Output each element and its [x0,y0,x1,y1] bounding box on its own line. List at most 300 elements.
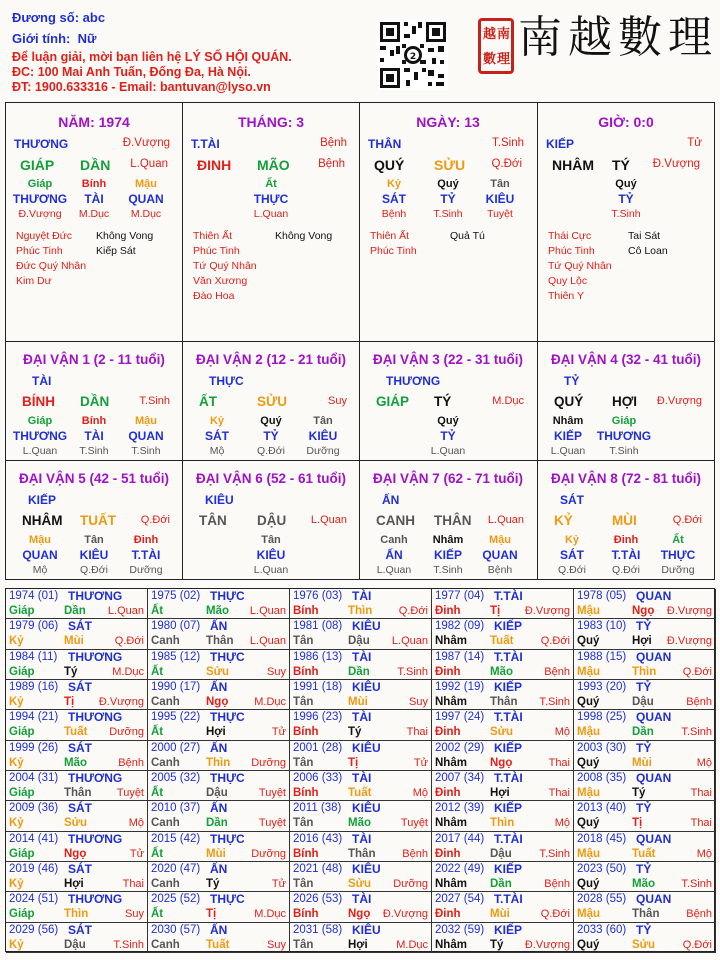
year-chi: Mão [64,756,87,769]
year-chi: Dần [206,817,228,830]
year-cell [290,801,432,831]
dai-van-note: Q.Đới [140,514,170,526]
year-can: Tân [293,696,314,708]
hidden-stage: L.Quan [376,564,412,576]
hidden-can: Quý [437,415,459,427]
year-chi: Thân [64,787,92,799]
hidden-can: Tân [84,534,104,546]
year-stage: Thai [548,787,570,799]
year-god: TỶ [636,740,652,755]
year-stage: L.Quan [249,605,286,617]
year-god: KIẾP [494,619,523,634]
hidden-stage: Q.Đới [80,564,108,576]
hidden-can: Tân [313,415,333,427]
year-can: Giáp [9,726,35,739]
year-cell [574,650,716,680]
year-can: Tân [293,878,314,890]
contact-line-3: ĐT: 1900.633316 - Email: bantuvan@lyso.vn [12,80,271,94]
year-chi: Ngọ [632,605,655,617]
year-god: QUAN [636,710,672,725]
hidden-can: Kỷ [209,415,225,427]
year-chi: Thìn [632,665,657,678]
year-stage: Đ.Vượng [524,938,570,951]
year-stage: Bệnh [544,878,570,890]
year-cell [574,589,716,619]
year-can: Canh [151,817,180,830]
year-label: 2003 (30) [577,741,627,754]
pillar-chi: SỬU [434,157,466,173]
year-can: Nhâm [435,756,467,769]
year-cell [6,862,148,892]
hidden-can: Quý [437,178,459,190]
hidden-god: KIẾP [553,429,583,443]
hidden-god: KIÊU [256,548,286,562]
year-cell [6,741,148,771]
year-chi: Tý [348,726,362,739]
year-god: TÀI [352,771,372,785]
star-right: Quả Tú [450,230,485,242]
year-can: Tân [293,635,314,648]
year-can: Tân [293,938,314,951]
year-label: 2029 (56) [9,923,59,936]
year-can: Ất [151,726,164,739]
year-cell [290,710,432,740]
year-can: Nhâm [435,817,467,830]
year-chi: Thân [348,847,376,860]
year-god: TÀI [352,589,372,603]
year-stage: L.Quan [249,635,286,648]
year-cell [432,741,574,771]
year-label: 1995 (22) [151,711,201,724]
year-stage: Thai [690,787,712,799]
year-chi: Mão [206,605,229,617]
year-cell [432,892,574,922]
hidden-god: THỰC [253,192,289,206]
year-label: 1983 (10) [577,620,627,633]
year-stage: Mộ [554,817,570,830]
year-label: 2000 (27) [151,741,201,754]
star-left: Tứ Quý Nhân [548,260,612,272]
year-cell [6,892,148,922]
star-right: Tai Sát [628,230,661,242]
pillar-chi: DẦN [80,157,111,173]
year-label: 1990 (17) [151,681,201,693]
dai-van-chi: TUẤT [80,513,116,528]
year-chi: Mão [490,665,513,678]
pillar-can: NHÂM [552,157,594,173]
hidden-god: KIÊU [308,429,338,443]
hidden-stage: Dưỡng [306,445,340,457]
year-chi: Dần [490,878,512,890]
year-stage: Đ.Vượng [98,696,144,708]
pillar-god-stage: Bệnh [320,137,347,149]
year-label: 2006 (33) [293,772,343,784]
year-label: 1993 (20) [577,681,627,693]
year-can: Giáp [9,908,35,921]
year-god: QUAN [636,892,672,907]
year-cell [6,619,148,649]
year-god: THỰC [210,710,245,725]
year-can: Quý [577,817,600,830]
year-cell [6,923,148,953]
year-chi: Sửu [64,817,88,830]
year-cell [148,832,290,862]
star-left: Phúc Tinh [548,245,595,257]
year-cell [432,832,574,862]
year-label: 1988 (15) [577,650,627,663]
seal-char: 理 [497,52,511,67]
year-label: 2032 (59) [435,923,485,936]
dai-van-cell [360,342,536,461]
year-god: TÀI [352,649,372,664]
year-god: THỰC [210,831,245,846]
pillar-god: T.TÀI [191,137,220,151]
year-can: Ất [151,847,164,860]
year-stage: Bệnh [402,847,428,860]
year-cell [148,619,290,649]
dai-van-god: ẤN [382,493,400,507]
year-can: Nhâm [435,878,467,890]
year-stage: T.Sinh [681,726,712,739]
year-stage: Thai [406,726,428,739]
year-stage: Tử [129,847,144,860]
year-label: 2022 (49) [435,863,485,875]
year-chi: Thân [632,908,660,921]
year-label: 1992 (19) [435,681,485,693]
year-cell [574,619,716,649]
hidden-god: T.TÀI [131,548,161,562]
hidden-stage: Mộ [32,564,48,576]
header-info [12,10,372,95]
year-god: THỰC [210,649,245,664]
year-can: Canh [151,878,180,890]
year-can: Kỷ [9,696,24,708]
year-stage: Dưỡng [393,878,428,890]
year-can: Nhâm [435,696,467,708]
year-cell [574,680,716,710]
star-right: Không Vong [275,230,333,242]
year-label: 1982 (09) [435,620,485,633]
hidden-god: TỶ [618,192,634,206]
year-label: 2011 (38) [293,802,342,815]
year-label: 1976 (03) [293,590,343,602]
year-label: 1997 (24) [435,711,485,724]
year-stage: T.Sinh [397,665,428,678]
year-chi: Tị [64,696,75,708]
svg-text:2: 2 [409,52,417,62]
year-can: Canh [151,696,180,708]
la-so-grid [5,102,715,580]
dai-van-note: T.Sinh [139,395,170,407]
year-stage: M.Dục [254,908,286,921]
year-cell [148,923,290,953]
hidden-god: THƯƠNG [12,192,68,206]
year-can: Nhâm [435,635,467,648]
year-cell [432,589,574,619]
year-can: Kỷ [9,878,24,890]
year-stage: Mộ [696,756,712,769]
dai-van-cell [360,461,536,580]
hidden-can: Giáp [27,415,53,427]
year-cell [574,923,716,953]
year-god: ẤN [210,740,228,755]
year-god: THƯƠNG [68,589,123,603]
year-can: Đinh [435,726,461,739]
year-can: Đinh [435,665,461,678]
year-can: Mậu [577,605,600,617]
year-cell [574,832,716,862]
year-god: T.TÀI [494,892,523,907]
year-god: KIÊU [352,740,381,755]
hidden-can: Ất [672,534,684,546]
dai-van-god: KIẾP [28,493,57,507]
year-stage: T.Sinh [539,696,570,708]
year-stage: Mộ [128,817,144,830]
hidden-stage: L.Quan [430,445,466,457]
pillar-cell [6,103,182,341]
year-cell [290,923,432,953]
luu-nien-grid [5,588,715,952]
dai-van-cell [183,342,359,461]
dai-van-god: TỶ [564,374,580,388]
pillar-god: KIẾP [546,137,575,151]
year-label: 2005 (32) [151,772,201,784]
hidden-stage: Bệnh [381,208,407,220]
year-god: KIẾP [494,740,523,755]
dai-van-god: THƯƠNG [386,374,441,388]
year-label: 1999 (26) [9,741,59,754]
hidden-stage: Bệnh [487,564,513,576]
year-chi: Sửu [632,938,656,951]
year-chi: Tý [490,938,504,951]
dai-van-can: BÍNH [22,394,55,409]
year-stage: Dưỡng [251,847,286,860]
hidden-stage: Mộ [209,445,225,457]
dai-van-title: ĐẠI VẬN 5 (42 - 51 tuổi) [18,471,170,486]
year-label: 2027 (54) [435,893,485,906]
year-cell [290,771,432,801]
hidden-stage: T.Sinh [433,208,463,220]
year-chi: Sửu [206,665,230,678]
year-label: 2030 (57) [151,923,201,936]
year-god: QUAN [636,771,672,785]
year-god: KIÊU [352,680,381,694]
star-left: Thiên Y [548,290,584,302]
year-label: 2026 (53) [293,893,343,906]
hidden-can: Nhâm [552,415,584,427]
year-label: 2019 (46) [9,863,59,875]
year-chi: Thìn [490,817,515,830]
star-left: Kim Dư [16,275,52,287]
year-label: 1985 (12) [151,650,201,663]
year-chi: Tuất [64,726,88,739]
pillar-can: GIÁP [20,157,55,173]
dai-van-cell [538,342,714,461]
year-stage: Thai [122,878,144,890]
year-cell [148,862,290,892]
hidden-can: Tân [490,178,510,190]
year-stage: Dưỡng [251,756,286,769]
dai-van-god: KIÊU [205,493,234,507]
star-left: Văn Xương [193,275,248,287]
duong-so-line [12,10,372,26]
year-label: 2009 (36) [9,802,59,815]
dai-van-note: L.Quan [487,514,524,526]
hidden-god: KIÊU [485,192,515,206]
year-can: Bính [293,605,319,617]
star-left: Nguyệt Đức [16,230,73,242]
year-cell [290,589,432,619]
year-label: 1989 (16) [9,681,59,693]
year-stage: Đ.Vượng [666,605,712,617]
dai-van-can: GIÁP [376,394,410,409]
year-stage: T.Sinh [681,878,712,890]
year-god: ẤN [210,801,228,816]
year-label: 1994 (21) [9,711,59,724]
year-chi: Tý [632,787,646,799]
year-cell [574,710,716,740]
year-god: TÀI [352,831,372,846]
year-stage: Thai [548,756,570,769]
star-left: Phúc Tinh [193,245,240,257]
dai-van-god: TÀI [32,374,52,388]
dai-van-can: TÂN [199,513,227,528]
hidden-stage: L.Quan [22,445,58,457]
hidden-can: Kỷ [564,534,580,546]
year-can: Quý [577,696,600,708]
hidden-can: Quý [615,178,637,190]
hidden-can: Mậu [135,415,157,427]
contact-line-2: ĐC: 100 Mai Anh Tuấn, Đống Đa, Hà Nội. [12,65,251,79]
year-stage: Q.Đới [114,635,144,648]
year-chi: Dậu [348,635,370,648]
pillar-god-stage: T.Sinh [492,137,524,149]
dai-van-cell [538,461,714,580]
hidden-can: Nhâm [432,534,464,546]
year-label: 2013 (40) [577,802,627,815]
year-can: Ất [151,787,164,799]
hidden-god: SÁT [205,429,229,443]
hidden-can: Đinh [613,534,639,546]
year-label: 2016 (43) [293,832,343,845]
year-label: 2012 (39) [435,802,485,815]
year-stage: Suy [267,665,286,678]
year-can: Đinh [435,908,461,921]
year-label: 2025 (52) [151,893,201,906]
year-cell [432,862,574,892]
year-god: THỰC [210,892,245,907]
year-can: Đinh [435,787,461,799]
year-god: SÁT [68,619,92,634]
hidden-stage: Q.Đới [558,564,586,576]
year-stage: Đ.Vượng [382,908,428,921]
year-cell [290,832,432,862]
year-god: THƯƠNG [68,649,123,664]
year-label: 2028 (55) [577,893,627,906]
year-chi: Dậu [206,787,228,799]
dai-van-title: ĐẠI VẬN 4 (32 - 41 tuổi) [550,352,702,367]
year-stage: Mộ [696,847,712,860]
star-left: Quy Lộc [548,275,588,287]
year-stage: L.Quan [391,635,428,648]
year-chi: Thân [206,635,234,648]
year-chi: Ngọ [348,908,371,921]
year-cell [6,680,148,710]
year-cell [432,619,574,649]
year-stage: Tử [271,726,286,739]
star-left: Thái Cực [548,230,592,242]
year-can: Giáp [9,605,35,617]
year-god: TÀI [352,710,372,725]
year-god: SÁT [68,922,92,937]
year-chi: Sửu [348,878,372,890]
year-chi: Mùi [64,635,84,648]
pillar-cell [183,103,359,341]
hidden-stage: L.Quan [550,445,586,457]
year-god: ẤN [210,922,228,937]
year-god: THỰC [210,771,245,785]
year-can: Kỷ [9,756,24,769]
year-chi: Dậu [632,696,654,708]
year-god: T.TÀI [494,771,523,785]
hidden-stage: M.Dục [78,208,110,220]
year-stage: Đ.Vượng [524,605,570,617]
year-cell [574,801,716,831]
year-god: TỶ [636,862,652,876]
dai-van-note: M.Dục [492,395,524,407]
seal-char: 數 [483,52,497,67]
dai-van-title: ĐẠI VẬN 3 (22 - 31 tuổi) [372,352,524,367]
logo-title: 南越數理 [518,12,718,63]
year-chi: Dậu [64,938,86,951]
year-god: KIÊU [352,862,381,876]
dai-van-can: QUÝ [554,394,584,409]
year-can: Mậu [577,787,600,799]
year-chi: Mùi [206,847,226,860]
hidden-god: THỰC [660,548,696,562]
year-label: 2010 (37) [151,802,201,815]
pillar-chi-note: Đ.Vượng [652,158,700,170]
pillar-chi: TÝ [612,157,630,173]
pillar-can: ĐINH [197,157,232,173]
year-stage: Q.Đới [398,605,428,617]
year-label: 2004 (31) [9,772,59,784]
year-god: KIẾP [494,922,523,937]
year-cell [290,680,432,710]
year-stage: Bệnh [544,665,570,678]
year-stage: Suy [409,696,428,708]
year-can: Bính [293,908,319,921]
dai-van-note: L.Quan [310,514,347,526]
year-chi: Tị [206,908,217,921]
hidden-god: TÀI [84,429,104,443]
year-can: Ất [151,665,164,678]
year-can: Quý [577,635,600,648]
year-label: 1974 (01) [9,590,59,602]
year-can: Kỷ [9,635,24,648]
year-chi: Mão [632,878,655,890]
year-cell [432,771,574,801]
year-god: ẤN [210,680,228,694]
qr-code-icon[interactable] [378,20,448,90]
year-label: 2023 (50) [577,863,627,875]
pillar-god: THÂN [368,137,402,151]
year-stage: Suy [267,938,286,951]
year-label: 1979 (06) [9,620,59,633]
star-right: Kiếp Sát [96,245,136,257]
pillar-can: QUÝ [374,157,405,173]
year-chi: Hợi [206,726,226,739]
